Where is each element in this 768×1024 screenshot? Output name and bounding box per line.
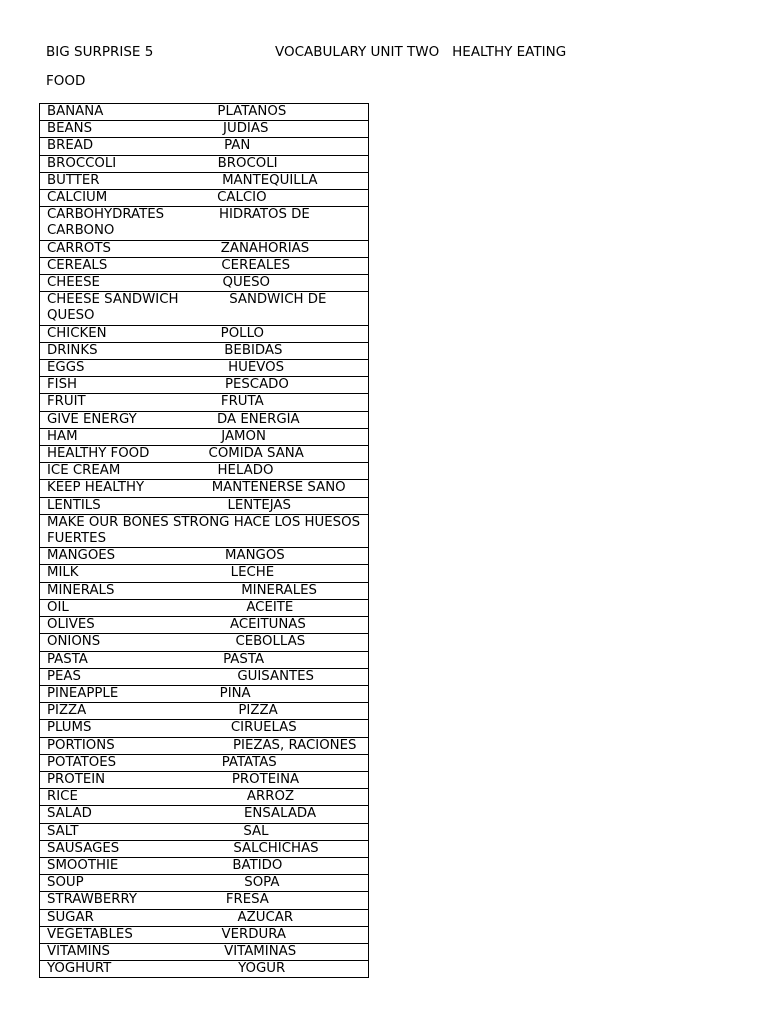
vocab-entry: SALAD ENSALADA — [40, 806, 369, 823]
vocab-entry: KEEP HEALTHY MANTENERSE SANO — [40, 480, 369, 497]
header-right-title: VOCABULARY UNIT TWO HEALTHY EATING — [275, 44, 567, 60]
vocab-entry: DRINKS BEBIDAS — [40, 342, 369, 359]
vocab-entry: FRUIT FRUTA — [40, 394, 369, 411]
vocab-entry: BANANA PLATANOS — [40, 104, 369, 121]
vocab-entry: CARROTS ZANAHORIAS — [40, 240, 369, 257]
header-left-title: BIG SURPRISE 5 — [46, 44, 154, 60]
vocab-entry: PLUMS CIRUELAS — [40, 720, 369, 737]
vocab-entry: PINEAPPLE PIÑA — [40, 685, 369, 702]
table-row — [40, 943, 369, 960]
vocab-entry: GIVE ENERGY DA ENERGÍA — [40, 411, 369, 428]
vocab-entry: POTATOES PATATAS — [40, 754, 369, 771]
table-row — [40, 446, 369, 463]
vocab-entry: PIZZA PIZZA — [40, 703, 369, 720]
vocab-entry: ONIONS CEBOLLAS — [40, 634, 369, 651]
vocab-entry: VITAMINS VITAMINAS — [40, 943, 369, 960]
table-row — [40, 394, 369, 411]
vocab-entry: MANGOES MANGOS — [40, 548, 369, 565]
table-row — [40, 703, 369, 720]
table-row — [40, 926, 369, 943]
vocabulary-table — [39, 103, 369, 978]
table-row — [40, 428, 369, 445]
vocab-entry: EGGS HUEVOS — [40, 360, 369, 377]
table-row — [40, 771, 369, 788]
section-title: FOOD — [46, 73, 86, 89]
vocab-entry: PORTIONS PIEZAS, RACIONES — [40, 737, 369, 754]
vocab-entry: ICE CREAM HELADO — [40, 463, 369, 480]
vocab-entry: OLIVES ACEITUNAS — [40, 617, 369, 634]
table-row — [40, 582, 369, 599]
table-row — [40, 634, 369, 651]
table-row — [40, 617, 369, 634]
table-row — [40, 806, 369, 823]
vocab-entry: VEGETABLES VERDURA — [40, 926, 369, 943]
vocab-entry: BROCCOLI BROCOLI — [40, 155, 369, 172]
vocab-entry: BUTTER MANTEQUILLA — [40, 172, 369, 189]
vocab-entry: PEAS GUISANTES — [40, 668, 369, 685]
table-row — [40, 857, 369, 874]
vocab-entry: HAM JAMÓN — [40, 428, 369, 445]
table-row — [40, 875, 369, 892]
table-row — [40, 565, 369, 582]
table-row — [40, 599, 369, 616]
table-row — [40, 480, 369, 497]
table-row — [40, 240, 369, 257]
vocab-entry: SALT SAL — [40, 823, 369, 840]
table-row — [40, 840, 369, 857]
table-row — [40, 497, 369, 514]
vocab-entry: MINERALS MINERALES — [40, 582, 369, 599]
table-row — [40, 155, 369, 172]
table-row — [40, 892, 369, 909]
vocab-entry: SUGAR AZÚCAR — [40, 909, 369, 926]
table-row — [40, 909, 369, 926]
table-row — [40, 737, 369, 754]
table-row — [40, 754, 369, 771]
vocab-entry: SMOOTHIE BATIDO — [40, 857, 369, 874]
table-row — [40, 651, 369, 668]
vocab-entry: HEALTHY FOOD COMIDA SANA — [40, 446, 369, 463]
vocab-entry: CALCIUM CALCIO — [40, 190, 369, 207]
vocab-entry: CARBOHYDRATES HIDRATOS DE CARBONO — [40, 207, 369, 240]
vocabulary-table-body — [40, 104, 369, 978]
table-row — [40, 325, 369, 342]
vocab-entry: BEANS JUDIAS — [40, 121, 369, 138]
table-row — [40, 292, 369, 325]
table-row — [40, 190, 369, 207]
table-row — [40, 548, 369, 565]
vocab-entry: SAUSAGES SALCHICHAS — [40, 840, 369, 857]
table-row — [40, 360, 369, 377]
table-row — [40, 823, 369, 840]
vocab-entry: YOGHURT YOGUR — [40, 961, 369, 978]
table-row — [40, 104, 369, 121]
table-row — [40, 275, 369, 292]
table-row — [40, 411, 369, 428]
table-row — [40, 668, 369, 685]
table-row — [40, 720, 369, 737]
vocab-entry: PASTA PASTA — [40, 651, 369, 668]
vocab-entry: LENTILS LENTEJAS — [40, 497, 369, 514]
vocab-entry: BREAD PAN — [40, 138, 369, 155]
vocab-entry: FISH PESCADO — [40, 377, 369, 394]
vocab-entry: CHICKEN POLLO — [40, 325, 369, 342]
vocab-entry: RICE ARROZ — [40, 789, 369, 806]
table-row — [40, 685, 369, 702]
table-row — [40, 342, 369, 359]
vocab-entry: STRAWBERRY FRESA — [40, 892, 369, 909]
table-row — [40, 514, 369, 547]
table-row — [40, 377, 369, 394]
vocab-entry: PROTEIN PROTEINA — [40, 771, 369, 788]
table-row — [40, 463, 369, 480]
table-row — [40, 172, 369, 189]
vocab-entry: OIL ACEITE — [40, 599, 369, 616]
vocab-entry: CEREALS CEREALES — [40, 257, 369, 274]
vocab-entry: MAKE OUR BONES STRONG HACE LOS HUESOS FUERTES — [40, 514, 369, 547]
vocab-entry: SOUP SOPA — [40, 875, 369, 892]
table-row — [40, 207, 369, 240]
table-row — [40, 138, 369, 155]
table-row — [40, 789, 369, 806]
table-row — [40, 961, 369, 978]
vocab-entry: CHEESE SANDWICH SANDWICH DE QUESO — [40, 292, 369, 325]
vocab-entry: CHEESE QUESO — [40, 275, 369, 292]
table-row — [40, 257, 369, 274]
table-row — [40, 121, 369, 138]
vocab-entry: MILK LECHE — [40, 565, 369, 582]
